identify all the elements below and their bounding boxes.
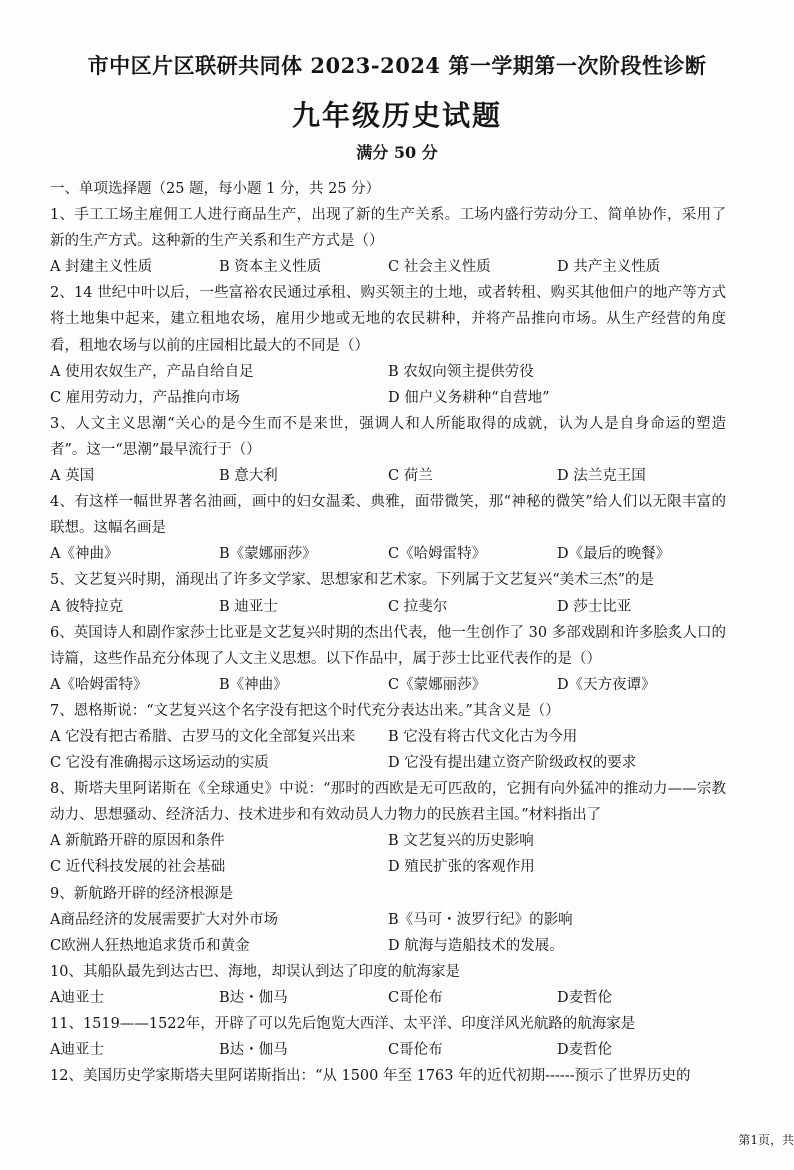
option-row (50, 1037, 726, 1063)
option: A 新航路开辟的原因和条件 (50, 833, 225, 850)
option-row (50, 594, 726, 620)
option-row (50, 254, 726, 280)
question-stem: 2、14 世纪中叶以后，一些富裕农民通过承租、购买领主的土地，或者转租、购买其他佃户的地产等方式将土地集中起来，建立租地农场，雇用少地或无地的农民耕种，并将产品推向市场。从生产经营的角度看，租地农场与以前的庄园相比最大的不同是（） (50, 285, 726, 354)
question-body (50, 176, 726, 1089)
option: D 殖民扩张的客观作用 (388, 859, 535, 876)
option: C 社会主义性质 (388, 259, 491, 276)
option: B 它没有将古代文化古为今用 (388, 728, 578, 745)
option: A 它没有把古希腊、古罗马的文化全部复兴出来 (50, 728, 356, 745)
option: A商品经济的发展需要扩大对外市场 (50, 911, 278, 928)
option: B《蒙娜丽莎》 (219, 546, 317, 563)
option-row (50, 750, 726, 776)
option-row (50, 541, 726, 567)
option: A《神曲》 (50, 546, 119, 563)
option: C《蒙娜丽莎》 (388, 676, 487, 693)
option: B达・伽马 (219, 1042, 288, 1059)
option: C哥伦布 (388, 989, 443, 1006)
option: D 佃户义务耕种“自营地” (388, 389, 550, 406)
question-stem: 4、有这样一幅世界著名油画，画中的妇女温柔、典雅，面带微笑，那“神秘的微笑”给人们以无限丰富的联想。这幅名画是 (50, 494, 726, 537)
page-number: 第1页，共 (738, 1133, 794, 1147)
option-row (50, 463, 726, 489)
option: D麦哲伦 (557, 989, 613, 1006)
option-row (50, 907, 726, 933)
option: D 法兰克王国 (557, 468, 646, 485)
option: D 共产主义性质 (557, 259, 661, 276)
option: A《哈姆雷特》 (50, 676, 148, 693)
question-stem: 11、1519——1522年，开辟了可以先后饱览大西洋、太平洋、印度洋风光航路的航海家是 (50, 1016, 636, 1032)
option-row (50, 724, 726, 750)
option: C《哈姆雷特》 (388, 546, 487, 563)
option: B 资本主义性质 (219, 259, 322, 276)
option: A 使用农奴生产，产品自给自足 (50, 363, 254, 380)
option: A 封建主义性质 (50, 259, 153, 276)
question-stem: 9、新航路开辟的经济根源是 (50, 885, 234, 902)
question-stem: 12、美国历史学家斯塔夫里阿诺斯指出：“从 1500 年至 1763 年的近代初期------预示了世界历史的 (50, 1068, 691, 1085)
option: D 它没有提出建立资产阶级政权的要求 (388, 755, 637, 772)
exam-subject-title: 九年级历史试题 (291, 99, 502, 132)
option-row (50, 672, 726, 698)
option-row (50, 828, 726, 854)
option: C 雇用劳动力，产品推向市场 (50, 389, 240, 406)
option: D麦哲伦 (557, 1042, 613, 1059)
option: C哥伦布 (388, 1042, 443, 1059)
option: C欧洲人狂热地追求货币和黄金 (50, 937, 250, 954)
section-heading: 一、单项选择题（25 题，每小题 1 分，共 25 分） (50, 181, 381, 197)
option-row (50, 854, 726, 880)
question-stem: 7、恩格斯说：“文艺复兴这个名字没有把这个时代充分表达出来。”其含义是（） (50, 702, 560, 719)
option-row (50, 385, 726, 411)
option: C 拉斐尔 (388, 598, 448, 615)
option: A迪亚士 (50, 989, 104, 1006)
option: A 英国 (50, 468, 95, 485)
option: D《天方夜谭》 (557, 676, 656, 693)
option: B达・伽马 (219, 989, 288, 1006)
option: D 航海与造船技术的发展。 (388, 937, 564, 954)
option: D《最后的晚餐》 (557, 546, 671, 563)
option: C 近代科技发展的社会基础 (50, 859, 226, 876)
option-row (50, 933, 726, 959)
question-stem: 8、斯塔夫里阿诺斯在《全球通史》中说：“那时的西欧是无可匹敌的，它拥有向外猛冲的推动力——宗教动力、思想骚动、经济活力、技术进步和有效动员人力物力的民族君主国。”材料指出了 (50, 781, 726, 824)
option: C 荷兰 (388, 468, 433, 485)
question-stem: 1、手工工场主雇佣工人进行商品生产，出现了新的生产关系。工场内盛行劳动分工、简单协作，采用了新的生产方式。这种新的生产关系和生产方式是（） (50, 207, 726, 250)
option: B 意大利 (219, 468, 278, 485)
question-stem: 10、其船队最先到达古巴、海地，却误认到达了印度的航海家是 (50, 963, 460, 980)
option: B 迪亚士 (219, 598, 278, 615)
full-score-label: 满分 50 分 (356, 143, 438, 162)
option: D 莎士比亚 (557, 598, 632, 615)
option: B《马可・波罗行纪》的影响 (388, 911, 573, 928)
question-stem: 5、文艺复兴时期，涌现出了许多文学家、思想家和艺术家。下列属于文艺复兴“美术三杰”的是 (50, 572, 655, 589)
option-row (50, 359, 726, 385)
exam-organizer-title: 市中区片区联研共同体 2023-2024 第一学期第一次阶段性诊断 (87, 53, 707, 78)
option: B 文艺复兴的历史影响 (388, 833, 534, 850)
option: A 彼特拉克 (50, 598, 124, 615)
option: B 农奴向领主提供劳役 (388, 363, 534, 380)
option: A迪亚士 (50, 1042, 104, 1059)
option: B《神曲》 (219, 676, 288, 693)
question-stem: 3、人文主义思潮“关心的是今生而不是来世，强调人和人所能取得的成就，认为人是自身命运的塑造者”。这一“思潮”最早流行于（） (50, 415, 726, 458)
question-stem: 6、英国诗人和剧作家莎士比亚是文艺复兴时期的杰出代表，他一生创作了 30 多部戏剧和许多脍炙人口的诗篇，这些作品充分体现了人文主义思想。以下作品中，属于莎士比亚代表作的是（） (50, 624, 726, 667)
option-row (50, 985, 726, 1011)
option: C 它没有准确揭示这场运动的实质 (50, 755, 269, 772)
